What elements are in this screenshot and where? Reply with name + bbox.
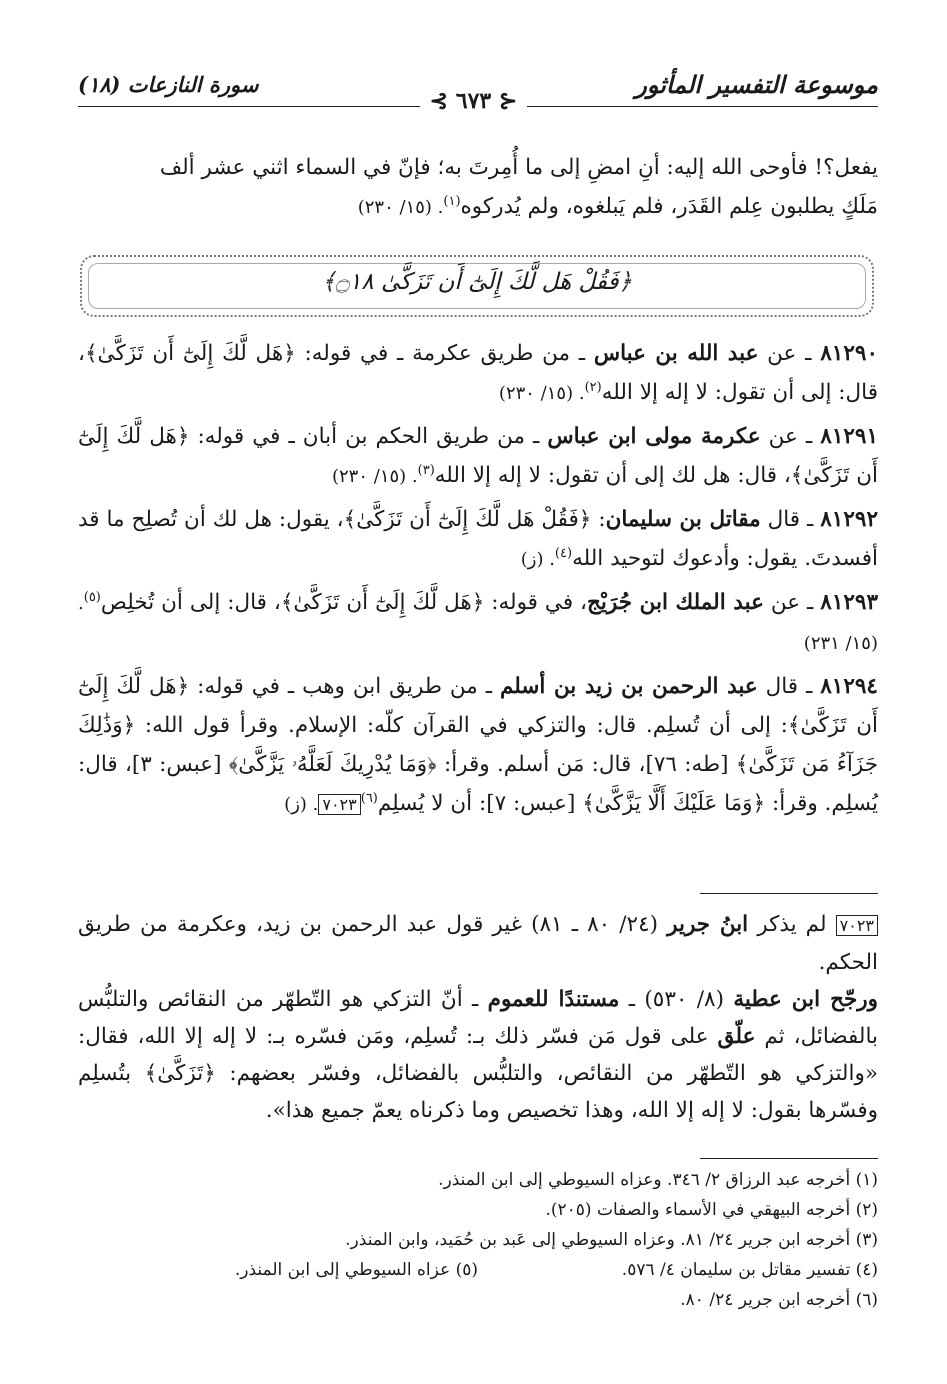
surah-title: سورة النازعات (١٨) <box>78 72 259 97</box>
intro-paragraph <box>78 148 878 227</box>
note-box: ٧٠٢٣ <box>836 915 878 936</box>
footnote: (٢) أخرجه البيهقي في الأسماء والصفات (٢٠٥). <box>545 1200 878 1220</box>
note-paragraph: ورجّح ابن عطية (٨/ ٥٣٠) ـ مستندًا للعموم ـ أنّ التزكي هو التّطهّر من النقائص والتلبُّس بالفضائل، ثم علّق على قول مَن فسّر ذلك بـ: تُسلِم، ومَن فسّره بـ: لا إله إلا الله، فقال: «والتزكي هو التّطهّر من النقائص، والتلبُّس بالفضائل، وفسّر بعضهم: ﴿تَزَكَّىٰ﴾ بتُسلِم وفسّرها بقول: لا إله إلا الله، وهذا تخصيص وما ذكرناه يعمّ جميع هذا». <box>78 987 879 1123</box>
entry: ٨١٢٩٠ ـ عن عبد الله بن عباس ـ من طريق عكرمة ـ في قوله: ﴿هَل لَّكَ إِلَىٰٓ أَن تَزَكَّىٰ﴾، قال: إلى أن تقول: لا إله إلا الله$^{(٢)}$. (١٥/ ٢٣٠) <box>78 341 878 405</box>
entries-list <box>78 334 878 824</box>
intro-line-1: يفعل؟! فأوحى الله إليه: أنِ امضِ إلى ما أُمِرتَ به؛ فإنّ في السماء اثني عشر ألف <box>159 155 878 180</box>
verse-banner <box>80 255 874 317</box>
notes-separator <box>700 893 878 894</box>
footnote-row <box>78 1256 878 1284</box>
entry: ٨١٢٩٤ ـ قال عبد الرحمن بن زيد بن أسلم ـ من طريق ابن وهب ـ في قوله: ﴿هَل لَّكَ إِلَىٰٓ أَن تَزَكَّىٰ﴾: إلى أن تُسلِم. قال: والتزكي في القرآن كلّه: الإسلام. وقرأ قول الله: ﴿وَذَٰلِكَ جَزَآءُ مَن تَزَكَّىٰ﴾ [طه: ٧٦]، قال: مَن أسلم. وقرأ: ﴿وَمَا يُدْرِيكَ لَعَلَّهُۥ يَزَّكَّىٰ﴾ [عبس: ٣]، قال: يُسلِم. وقرأ: ﴿وَمَا عَلَيْكَ أَلَّا يَزَّكَّىٰ﴾ [عبس: ٧]: أن لا يُسلِم$^{(٦)}$٧٠٢٣. (ز) <box>78 674 879 816</box>
entry: ٨١٢٩٢ ـ قال مقاتل بن سليمان: ﴿فَقُلْ هَل لَّكَ إِلَىٰٓ أَن تَزَكَّىٰ﴾، يقول: هل لك أن تُصلِح ما قد أفسدتَ. يقول: وأدعوك لتوحيد الله$^{(٤)}$. (ز) <box>78 507 878 571</box>
footnotes <box>78 1166 878 1314</box>
note-marker-box: ٧٠٢٣ <box>318 794 360 815</box>
book-title: موسوعة التفسير المأثور <box>635 70 878 99</box>
verse-text: ﴿فَقُلْ هَل لَّكَ إِلَىٰٓ أَن تَزَكَّىٰ ۝١٨﴾ <box>321 269 633 295</box>
page-number-wrap <box>0 88 947 114</box>
note-paragraph: ٧٠٢٣ لم يذكر ابنُ جرير (٢٤/ ٨٠ ـ ٨١) غير قول عبد الرحمن بن زيد، وعكرمة من طريق الحكم. <box>78 912 878 975</box>
footnote: (٥) عزاه السيوطي إلى ابن المنذر. <box>234 1260 478 1280</box>
page-number: ⊰ ٦٧٣ ⊱ <box>420 88 528 114</box>
entry: ٨١٢٩٣ ـ عن عبد الملك ابن جُرَيْج، في قوله: ﴿هَل لَّكَ إِلَىٰٓ أَن تَزَكَّىٰ﴾، قال: إلى أن تُخلِص$^{(٥)}$. (١٥/ ٢٣١) <box>78 589 879 654</box>
intro-line-2: مَلَكٍ يطلبون عِلم القَدَر، فلم يَبلغوه، ولم يُدركوه$^{(١)}$. (١٥/ ٢٣٠) <box>357 193 878 219</box>
footnote: (٤) تفسير مقاتل بن سليمان ٤/ ٥٧٦. <box>621 1260 878 1280</box>
editor-notes <box>78 906 878 1129</box>
footnotes-separator <box>700 1158 878 1159</box>
footnote: (٦) أخرجه ابن جرير ٢٤/ ٨٠. <box>680 1290 878 1310</box>
entry: ٨١٢٩١ ـ عن عكرمة مولى ابن عباس ـ من طريق الحكم بن أبان ـ في قوله: ﴿هَل لَّكَ إِلَىٰٓ أَن تَزَكَّىٰ﴾، قال: هل لك إلى أن تقول: لا إله إلا الله$^{(٣)}$. (١٥/ ٢٣٠) <box>78 424 879 488</box>
footnote: (١) أخرجه عبد الرزاق ٢/ ٣٤٦. وعزاه السيوطي إلى ابن المنذر. <box>438 1170 878 1190</box>
footnote: (٣) أخرجه ابن جرير ٢٤/ ٨١. وعزاه السيوطي إلى عَبد بن حُمَيد، وابن المنذر. <box>345 1230 878 1250</box>
